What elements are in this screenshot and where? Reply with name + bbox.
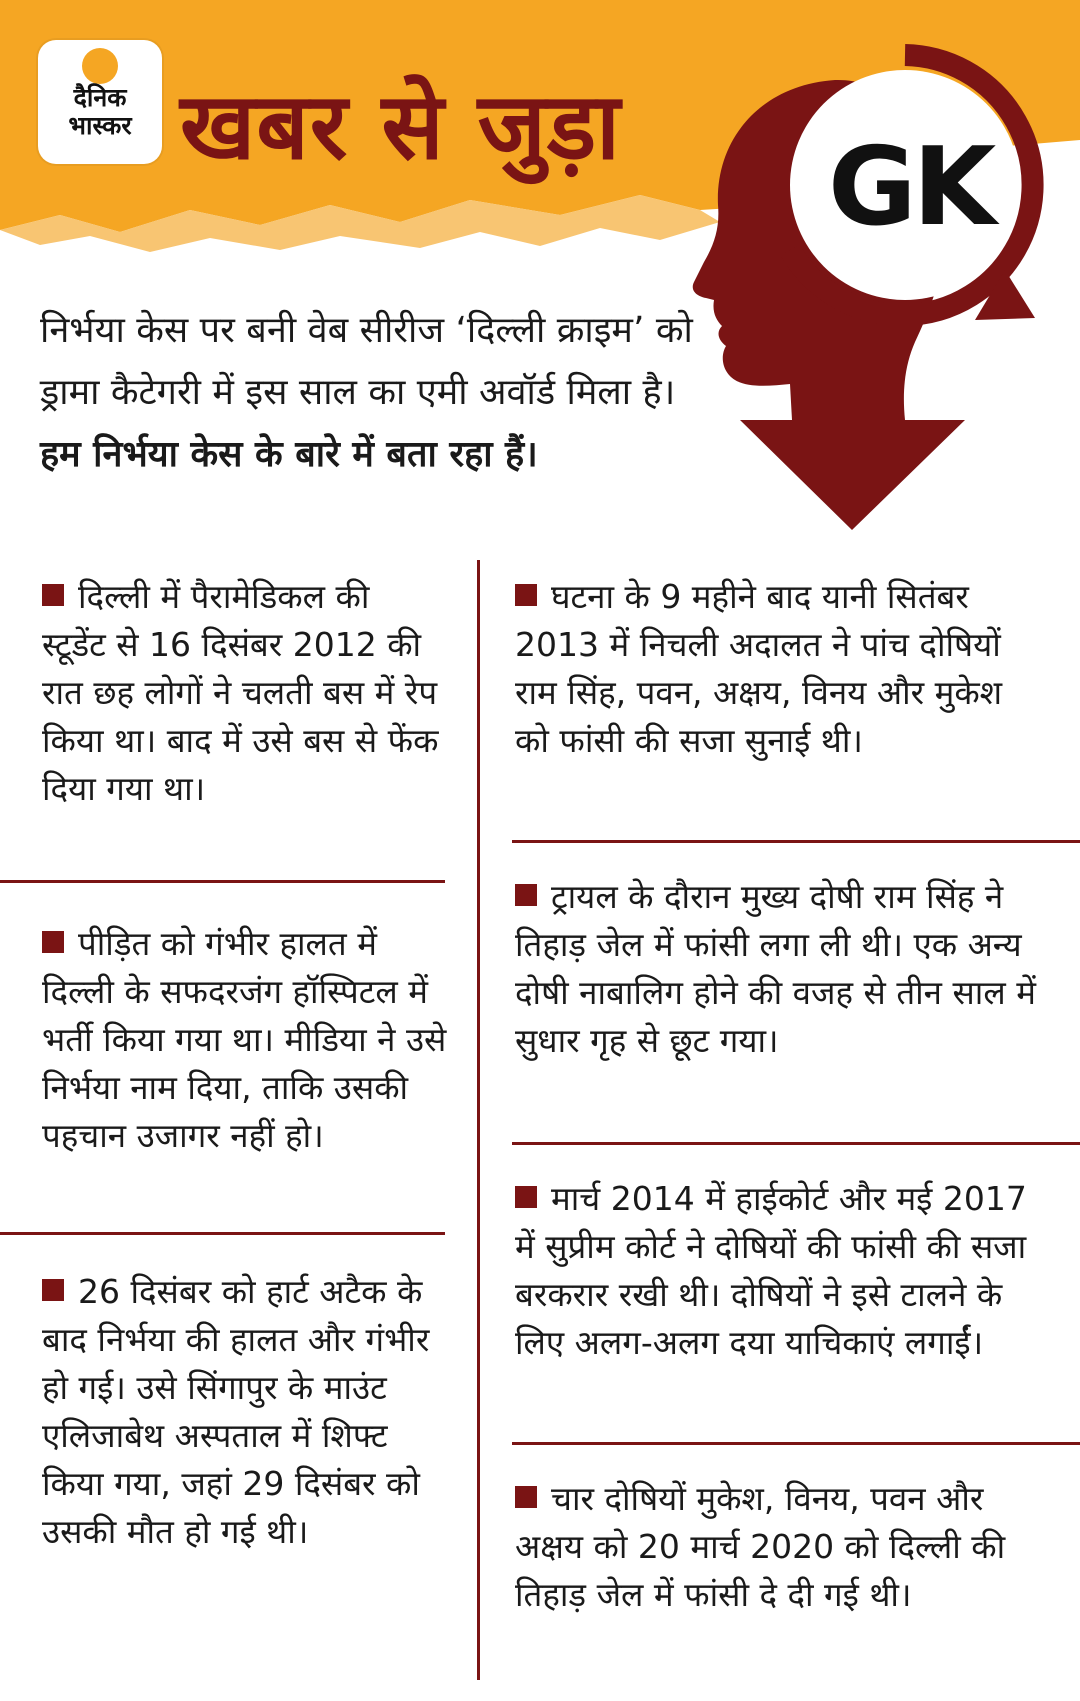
- fact-left-1: [42, 573, 442, 813]
- fact-text: मार्च 2014 में हाईकोर्ट और मई 2017 में सुप्रीम कोर्ट ने दोषियों की फांसी की सजा बरकरार रखी थी। दोषियों ने इसे टालने के लिए अलग-अलग दया याचिकाएं लगाईं।: [515, 1179, 1027, 1362]
- divider-right-3: [512, 1442, 1080, 1445]
- column-divider: [477, 560, 480, 1680]
- fact-right-3: [515, 1175, 1045, 1367]
- sun-icon: [82, 48, 118, 84]
- bullet-square-icon: [42, 931, 64, 953]
- bullet-square-icon: [42, 1279, 64, 1301]
- header-banner: [0, 0, 1080, 270]
- gk-badge: GK: [828, 125, 993, 250]
- divider-left-2: [0, 1232, 445, 1235]
- dainik-bhaskar-logo: [38, 40, 162, 164]
- divider-right-1: [512, 840, 1080, 843]
- intro-block: [40, 300, 760, 486]
- fact-left-3: [42, 1268, 442, 1556]
- logo-line2: भास्कर: [68, 111, 132, 140]
- intro-bold-text: हम निर्भया केस के बारे में बता रहा हैं।: [40, 434, 538, 475]
- fact-text: 26 दिसंबर को हार्ट अटैक के बाद निर्भया की हालत और गंभीर हो गई। उसे सिंगापुर के माउंट एलिजाबेथ अस्पताल में शिफ्ट किया गया, जहां 29 दिसंबर को उसकी मौत हो गई थी।: [42, 1272, 430, 1551]
- page-title: खबर से जुड़ा: [180, 73, 621, 180]
- bullet-square-icon: [515, 1486, 537, 1508]
- fact-left-2: [42, 920, 447, 1160]
- divider-right-2: [512, 1142, 1080, 1145]
- bullet-square-icon: [515, 884, 537, 906]
- logo-line1: दैनिक: [73, 83, 127, 112]
- fact-text: पीड़ित को गंभीर हालत में दिल्ली के सफदरजंग हॉस्पिटल में भर्ती किया गया था। मीडिया ने उसे निर्भया नाम दिया, ताकि उसकी पहचान उजागर नहीं हो।: [42, 924, 447, 1155]
- bullet-square-icon: [42, 584, 64, 606]
- divider-left-1: [0, 880, 445, 883]
- intro-text: निर्भया केस पर बनी वेब सीरीज ‘दिल्ली क्राइम’ को ड्रामा कैटेगरी में इस साल का एमी अवॉर्ड मिला है।: [40, 310, 693, 413]
- fact-text: दिल्ली में पैरामेडिकल की स्टूडेंट से 16 दिसंबर 2012 की रात छह लोगों ने चलती बस में रेप किया था। बाद में उसे बस से फेंक दिया गया था।: [42, 577, 439, 808]
- fact-right-4: [515, 1475, 1040, 1619]
- fact-text: घटना के 9 महीने बाद यानी सितंबर 2013 में निचली अदालत ने पांच दोषियों राम सिंह, पवन, अक्षय, विनय और मुकेश को फांसी की सजा सुनाई थी।: [515, 577, 1003, 760]
- fact-text: ट्रायल के दौरान मुख्य दोषी राम सिंह ने तिहाड़ जेल में फांसी लगा ली थी। एक अन्य दोषी नाबालिग होने की वजह से तीन साल में सुधार गृह से छूट गया।: [515, 877, 1036, 1060]
- fact-text: चार दोषियों मुकेश, विनय, पवन और अक्षय को 20 मार्च 2020 को दिल्ली की तिहाड़ जेल में फांसी दे दी गई थी।: [515, 1479, 1006, 1614]
- bullet-square-icon: [515, 1186, 537, 1208]
- fact-right-2: [515, 873, 1040, 1065]
- fact-right-1: [515, 573, 1040, 765]
- bullet-square-icon: [515, 584, 537, 606]
